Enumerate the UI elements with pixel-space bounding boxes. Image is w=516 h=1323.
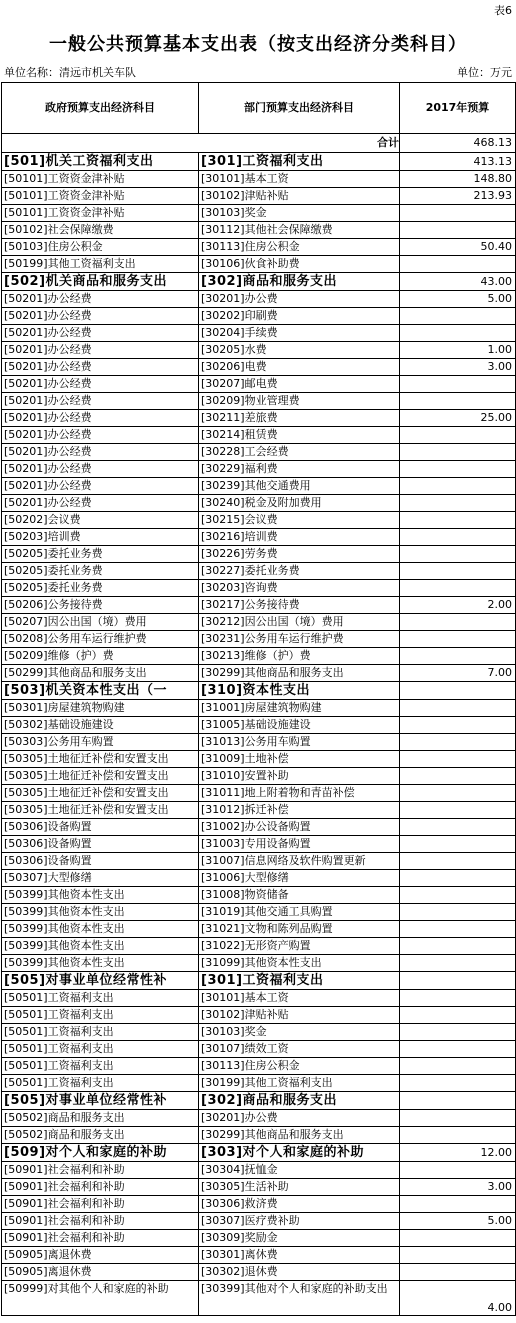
total-label: 合计: [2, 134, 400, 153]
table-row: [2, 291, 516, 308]
amount-cell: [400, 1264, 516, 1281]
amount-cell: 3.00: [400, 359, 516, 376]
table-row: [2, 1213, 516, 1230]
table-row: [2, 887, 516, 904]
gov-subject-cell: [50306]设备购置: [2, 853, 199, 870]
table-row: [2, 819, 516, 836]
amount-cell: 50.40: [400, 239, 516, 256]
amount-cell: [400, 461, 516, 478]
amount-cell: 413.13: [400, 153, 516, 171]
amount-cell: [400, 904, 516, 921]
table-row: [2, 478, 516, 495]
amount-cell: [400, 444, 516, 461]
dept-subject-cell: [30399]其他对个人和家庭的补助支出: [199, 1281, 400, 1316]
gov-subject-cell: [50901]社会福利和补助: [2, 1179, 199, 1196]
gov-subject-cell: [50305]土地征迁补偿和安置支出: [2, 785, 199, 802]
gov-subject-cell: [50201]办公经费: [2, 444, 199, 461]
amount-cell: [400, 938, 516, 955]
gov-subject-cell: [50203]培训费: [2, 529, 199, 546]
table-row: [2, 580, 516, 597]
dept-subject-cell: [31005]基础设施建设: [199, 717, 400, 734]
table-row: [2, 205, 516, 222]
gov-subject-cell: [50303]公务用车购置: [2, 734, 199, 751]
amount-cell: [400, 990, 516, 1007]
table-row: [2, 376, 516, 393]
amount-cell: 12.00: [400, 1144, 516, 1162]
table-row: [2, 853, 516, 870]
header-row: [2, 83, 516, 134]
table-row: [2, 785, 516, 802]
gov-subject-cell: [50306]设备购置: [2, 836, 199, 853]
table-row: [2, 359, 516, 376]
dept-subject-cell: [30205]水费: [199, 342, 400, 359]
dept-subject-cell: [30102]津贴补贴: [199, 188, 400, 205]
dept-subject-cell: [30305]生活补助: [199, 1179, 400, 1196]
dept-subject-cell: [30227]委托业务费: [199, 563, 400, 580]
category-row: [2, 153, 516, 171]
amount-cell: [400, 734, 516, 751]
table-row: [2, 1024, 516, 1041]
table-row: [2, 495, 516, 512]
table-row: [2, 325, 516, 342]
gov-subject-cell: [50101]工资资金津补贴: [2, 171, 199, 188]
dept-subject-cell: [30103]奖金: [199, 205, 400, 222]
dept-subject-cell: [31011]地上附着物和青苗补偿: [199, 785, 400, 802]
amount-cell: [400, 819, 516, 836]
amount-cell: [400, 717, 516, 734]
amount-cell: [400, 751, 516, 768]
table-tag: 表6: [494, 4, 512, 17]
table-row: [2, 410, 516, 427]
table-row: [2, 393, 516, 410]
category-row: [2, 682, 516, 700]
table-row: [2, 1264, 516, 1281]
table-row: [2, 1110, 516, 1127]
table-row: [2, 1127, 516, 1144]
dept-subject-cell: [301]工资福利支出: [199, 153, 400, 171]
amount-cell: [400, 1041, 516, 1058]
table-row: [2, 342, 516, 359]
dept-subject-cell: [30216]培训费: [199, 529, 400, 546]
dept-subject-cell: [30207]邮电费: [199, 376, 400, 393]
header-gov-subject: 政府预算支出经济科目: [2, 83, 199, 134]
gov-subject-cell: [50201]办公经费: [2, 291, 199, 308]
gov-subject-cell: [50305]土地征迁补偿和安置支出: [2, 802, 199, 819]
gov-subject-cell: [50201]办公经费: [2, 495, 199, 512]
amount-cell: [400, 802, 516, 819]
amount-cell: [400, 580, 516, 597]
gov-subject-cell: [509]对个人和家庭的补助: [2, 1144, 199, 1162]
amount-cell: [400, 325, 516, 342]
amount-cell: 5.00: [400, 1213, 516, 1230]
dept-subject-cell: [30302]退休费: [199, 1264, 400, 1281]
category-row: [2, 273, 516, 291]
dept-subject-cell: [30299]其他商品和服务支出: [199, 665, 400, 682]
amount-cell: [400, 836, 516, 853]
unit-label: 单位：万元: [457, 66, 512, 79]
gov-subject-cell: [50201]办公经费: [2, 325, 199, 342]
dept-subject-cell: [302]商品和服务支出: [199, 1092, 400, 1110]
dept-subject-cell: [31099]其他资本性支出: [199, 955, 400, 972]
amount-cell: [400, 631, 516, 648]
dept-subject-cell: [30226]劳务费: [199, 546, 400, 563]
dept-subject-cell: [30212]因公出国（境）费用: [199, 614, 400, 631]
gov-subject-cell: [50201]办公经费: [2, 478, 199, 495]
gov-subject-cell: [50101]工资资金津补贴: [2, 205, 199, 222]
table-row: [2, 239, 516, 256]
dept-subject-cell: [31010]安置补助: [199, 768, 400, 785]
table-row: [2, 1075, 516, 1092]
table-row: [2, 614, 516, 631]
gov-subject-cell: [50205]委托业务费: [2, 580, 199, 597]
table-row: [2, 1281, 516, 1316]
table-row: [2, 700, 516, 717]
table-row: [2, 648, 516, 665]
table-row: [2, 1196, 516, 1213]
amount-cell: 1.00: [400, 342, 516, 359]
gov-subject-cell: [50501]工资福利支出: [2, 1024, 199, 1041]
dept-subject-cell: [30239]其他交通费用: [199, 478, 400, 495]
table-row: [2, 188, 516, 205]
gov-subject-cell: [50201]办公经费: [2, 342, 199, 359]
dept-subject-cell: [30107]绩效工资: [199, 1041, 400, 1058]
dept-subject-cell: [30199]其他工资福利支出: [199, 1075, 400, 1092]
amount-cell: 4.00: [400, 1281, 516, 1316]
amount-cell: [400, 1058, 516, 1075]
table-row: [2, 836, 516, 853]
gov-subject-cell: [50901]社会福利和补助: [2, 1230, 199, 1247]
gov-subject-cell: [50901]社会福利和补助: [2, 1213, 199, 1230]
amount-cell: [400, 256, 516, 273]
dept-subject-cell: [30102]津贴补贴: [199, 1007, 400, 1024]
amount-cell: [400, 478, 516, 495]
page-title: 一般公共预算基本支出表（按支出经济分类科目）: [49, 34, 467, 55]
table-row: [2, 461, 516, 478]
dept-subject-cell: [30299]其他商品和服务支出: [199, 1127, 400, 1144]
amount-cell: [400, 768, 516, 785]
table-row: [2, 1041, 516, 1058]
unit-name: 单位名称：清远市机关车队: [4, 66, 136, 79]
table-row: [2, 597, 516, 614]
table-body: [2, 134, 516, 1316]
table-row: [2, 171, 516, 188]
gov-subject-cell: [50206]公务接待费: [2, 597, 199, 614]
table-row: [2, 631, 516, 648]
dept-subject-cell: [30101]基本工资: [199, 171, 400, 188]
dept-subject-cell: [30202]印刷费: [199, 308, 400, 325]
amount-cell: [400, 1196, 516, 1213]
dept-subject-cell: [31006]大型修缮: [199, 870, 400, 887]
amount-cell: [400, 1110, 516, 1127]
dept-subject-cell: [30229]福利费: [199, 461, 400, 478]
dept-subject-cell: [30101]基本工资: [199, 990, 400, 1007]
table-row: [2, 734, 516, 751]
table-row: [2, 802, 516, 819]
table-row: [2, 1230, 516, 1247]
gov-subject-cell: [50307]大型修缮: [2, 870, 199, 887]
amount-cell: [400, 563, 516, 580]
table-row: [2, 1007, 516, 1024]
amount-cell: [400, 614, 516, 631]
table-row: [2, 529, 516, 546]
amount-cell: [400, 1247, 516, 1264]
amount-cell: 213.93: [400, 188, 516, 205]
gov-subject-cell: [50399]其他资本性支出: [2, 938, 199, 955]
gov-subject-cell: [50501]工资福利支出: [2, 1075, 199, 1092]
amount-cell: [400, 376, 516, 393]
dept-subject-cell: [31021]文物和陈列品购置: [199, 921, 400, 938]
amount-cell: [400, 427, 516, 444]
dept-subject-cell: [30201]办公费: [199, 291, 400, 308]
table-row: [2, 990, 516, 1007]
header-budget-2017: 2017年预算: [400, 83, 516, 134]
amount-cell: [400, 1162, 516, 1179]
gov-subject-cell: [50502]商品和服务支出: [2, 1127, 199, 1144]
dept-subject-cell: [30113]住房公积金: [199, 1058, 400, 1075]
table-row: [2, 222, 516, 239]
gov-subject-cell: [50209]维修（护）费: [2, 648, 199, 665]
gov-subject-cell: [50905]离退休费: [2, 1264, 199, 1281]
gov-subject-cell: [503]机关资本性支出（一: [2, 682, 199, 700]
gov-subject-cell: [50101]工资资金津补贴: [2, 188, 199, 205]
gov-subject-cell: [50399]其他资本性支出: [2, 921, 199, 938]
gov-subject-cell: [501]机关工资福利支出: [2, 153, 199, 171]
gov-subject-cell: [50201]办公经费: [2, 393, 199, 410]
gov-subject-cell: [50999]对其他个人和家庭的补助: [2, 1281, 199, 1316]
gov-subject-cell: [50501]工资福利支出: [2, 1007, 199, 1024]
dept-subject-cell: [30209]物业管理费: [199, 393, 400, 410]
table-row: [2, 1162, 516, 1179]
amount-cell: [400, 495, 516, 512]
gov-subject-cell: [50201]办公经费: [2, 461, 199, 478]
table-row: [2, 921, 516, 938]
amount-cell: 43.00: [400, 273, 516, 291]
amount-cell: [400, 205, 516, 222]
dept-subject-cell: [30214]租赁费: [199, 427, 400, 444]
table-row: [2, 1247, 516, 1264]
gov-subject-cell: [50399]其他资本性支出: [2, 904, 199, 921]
amount-cell: [400, 682, 516, 700]
gov-subject-cell: [50205]委托业务费: [2, 546, 199, 563]
dept-subject-cell: [30301]离休费: [199, 1247, 400, 1264]
table-row: [2, 1058, 516, 1075]
amount-cell: [400, 921, 516, 938]
amount-cell: 148.80: [400, 171, 516, 188]
dept-subject-cell: [30215]会议费: [199, 512, 400, 529]
table-row: [2, 717, 516, 734]
dept-subject-cell: [302]商品和服务支出: [199, 273, 400, 291]
gov-subject-cell: [50305]土地征迁补偿和安置支出: [2, 751, 199, 768]
table-row: [2, 938, 516, 955]
table-row: [2, 256, 516, 273]
table-row: [2, 512, 516, 529]
amount-cell: [400, 700, 516, 717]
gov-subject-cell: [50399]其他资本性支出: [2, 955, 199, 972]
dept-subject-cell: [30106]伙食补助费: [199, 256, 400, 273]
table-row: [2, 444, 516, 461]
dept-subject-cell: [30113]住房公积金: [199, 239, 400, 256]
table-row: [2, 955, 516, 972]
amount-cell: [400, 785, 516, 802]
gov-subject-cell: [50502]商品和服务支出: [2, 1110, 199, 1127]
dept-subject-cell: [30309]奖励金: [199, 1230, 400, 1247]
amount-cell: [400, 308, 516, 325]
dept-subject-cell: [31019]其他交通工具购置: [199, 904, 400, 921]
dept-subject-cell: [31001]房屋建筑物购建: [199, 700, 400, 717]
amount-cell: [400, 1007, 516, 1024]
amount-cell: 5.00: [400, 291, 516, 308]
amount-cell: 7.00: [400, 665, 516, 682]
gov-subject-cell: [505]对事业单位经常性补: [2, 1092, 199, 1110]
table-row: [2, 546, 516, 563]
header-dept-subject: 部门预算支出经济科目: [199, 83, 400, 134]
gov-subject-cell: [50905]离退休费: [2, 1247, 199, 1264]
dept-subject-cell: [30103]奖金: [199, 1024, 400, 1041]
amount-cell: [400, 1127, 516, 1144]
total-row: [2, 134, 516, 153]
dept-subject-cell: [30206]电费: [199, 359, 400, 376]
table-row: [2, 665, 516, 682]
dept-subject-cell: [30231]公务用车运行维护费: [199, 631, 400, 648]
amount-cell: [400, 870, 516, 887]
amount-cell: [400, 955, 516, 972]
gov-subject-cell: [50305]土地征迁补偿和安置支出: [2, 768, 199, 785]
dept-subject-cell: [31003]专用设备购置: [199, 836, 400, 853]
gov-subject-cell: [50208]公务用车运行维护费: [2, 631, 199, 648]
dept-subject-cell: [31002]办公设备购置: [199, 819, 400, 836]
category-row: [2, 1092, 516, 1110]
table-row: [2, 427, 516, 444]
amount-cell: 2.00: [400, 597, 516, 614]
dept-subject-cell: [303]对个人和家庭的补助: [199, 1144, 400, 1162]
table-row: [2, 870, 516, 887]
budget-table: [1, 82, 516, 1316]
gov-subject-cell: [505]对事业单位经常性补: [2, 972, 199, 990]
amount-cell: [400, 1024, 516, 1041]
table-row: [2, 1179, 516, 1196]
dept-subject-cell: [30211]差旅费: [199, 410, 400, 427]
dept-subject-cell: [30112]其他社会保障缴费: [199, 222, 400, 239]
gov-subject-cell: [50102]社会保障缴费: [2, 222, 199, 239]
dept-subject-cell: [30228]工会经费: [199, 444, 400, 461]
amount-cell: 3.00: [400, 1179, 516, 1196]
gov-subject-cell: [50205]委托业务费: [2, 563, 199, 580]
amount-cell: [400, 1075, 516, 1092]
amount-cell: [400, 529, 516, 546]
table-row: [2, 308, 516, 325]
dept-subject-cell: [31008]物资储备: [199, 887, 400, 904]
gov-subject-cell: [50302]基础设施建设: [2, 717, 199, 734]
dept-subject-cell: [30213]维修（护）费: [199, 648, 400, 665]
gov-subject-cell: [50201]办公经费: [2, 427, 199, 444]
table-row: [2, 563, 516, 580]
amount-cell: [400, 546, 516, 563]
gov-subject-cell: [50201]办公经费: [2, 308, 199, 325]
amount-cell: [400, 1230, 516, 1247]
amount-cell: [400, 1092, 516, 1110]
dept-subject-cell: [30201]办公费: [199, 1110, 400, 1127]
gov-subject-cell: [502]机关商品和服务支出: [2, 273, 199, 291]
dept-subject-cell: [31007]信息网络及软件购置更新: [199, 853, 400, 870]
gov-subject-cell: [50201]办公经费: [2, 359, 199, 376]
gov-subject-cell: [50199]其他工资福利支出: [2, 256, 199, 273]
dept-subject-cell: [30203]咨询费: [199, 580, 400, 597]
category-row: [2, 972, 516, 990]
dept-subject-cell: [30306]救济费: [199, 1196, 400, 1213]
table-row: [2, 751, 516, 768]
dept-subject-cell: [30304]抚恤金: [199, 1162, 400, 1179]
gov-subject-cell: [50202]会议费: [2, 512, 199, 529]
dept-subject-cell: [31022]无形资产购置: [199, 938, 400, 955]
gov-subject-cell: [50301]房屋建筑物购建: [2, 700, 199, 717]
amount-cell: [400, 853, 516, 870]
dept-subject-cell: [31009]土地补偿: [199, 751, 400, 768]
amount-cell: [400, 972, 516, 990]
gov-subject-cell: [50207]因公出国（境）费用: [2, 614, 199, 631]
amount-cell: [400, 512, 516, 529]
gov-subject-cell: [50201]办公经费: [2, 376, 199, 393]
dept-subject-cell: [310]资本性支出: [199, 682, 400, 700]
gov-subject-cell: [50201]办公经费: [2, 410, 199, 427]
category-row: [2, 1144, 516, 1162]
gov-subject-cell: [50103]住房公积金: [2, 239, 199, 256]
amount-cell: [400, 393, 516, 410]
amount-cell: 25.00: [400, 410, 516, 427]
gov-subject-cell: [50399]其他资本性支出: [2, 887, 199, 904]
dept-subject-cell: [30307]医疗费补助: [199, 1213, 400, 1230]
gov-subject-cell: [50299]其他商品和服务支出: [2, 665, 199, 682]
gov-subject-cell: [50501]工资福利支出: [2, 1041, 199, 1058]
gov-subject-cell: [50901]社会福利和补助: [2, 1196, 199, 1213]
gov-subject-cell: [50306]设备购置: [2, 819, 199, 836]
gov-subject-cell: [50501]工资福利支出: [2, 990, 199, 1007]
dept-subject-cell: [31013]公务用车购置: [199, 734, 400, 751]
table-row: [2, 904, 516, 921]
dept-subject-cell: [30204]手续费: [199, 325, 400, 342]
total-amount: 468.13: [400, 134, 516, 153]
dept-subject-cell: [301]工资福利支出: [199, 972, 400, 990]
dept-subject-cell: [31012]拆迁补偿: [199, 802, 400, 819]
table-row: [2, 768, 516, 785]
unit-row: [4, 64, 512, 80]
dept-subject-cell: [30217]公务接待费: [199, 597, 400, 614]
gov-subject-cell: [50501]工资福利支出: [2, 1058, 199, 1075]
amount-cell: [400, 887, 516, 904]
amount-cell: [400, 648, 516, 665]
dept-subject-cell: [30240]税金及附加费用: [199, 495, 400, 512]
amount-cell: [400, 222, 516, 239]
gov-subject-cell: [50901]社会福利和补助: [2, 1162, 199, 1179]
